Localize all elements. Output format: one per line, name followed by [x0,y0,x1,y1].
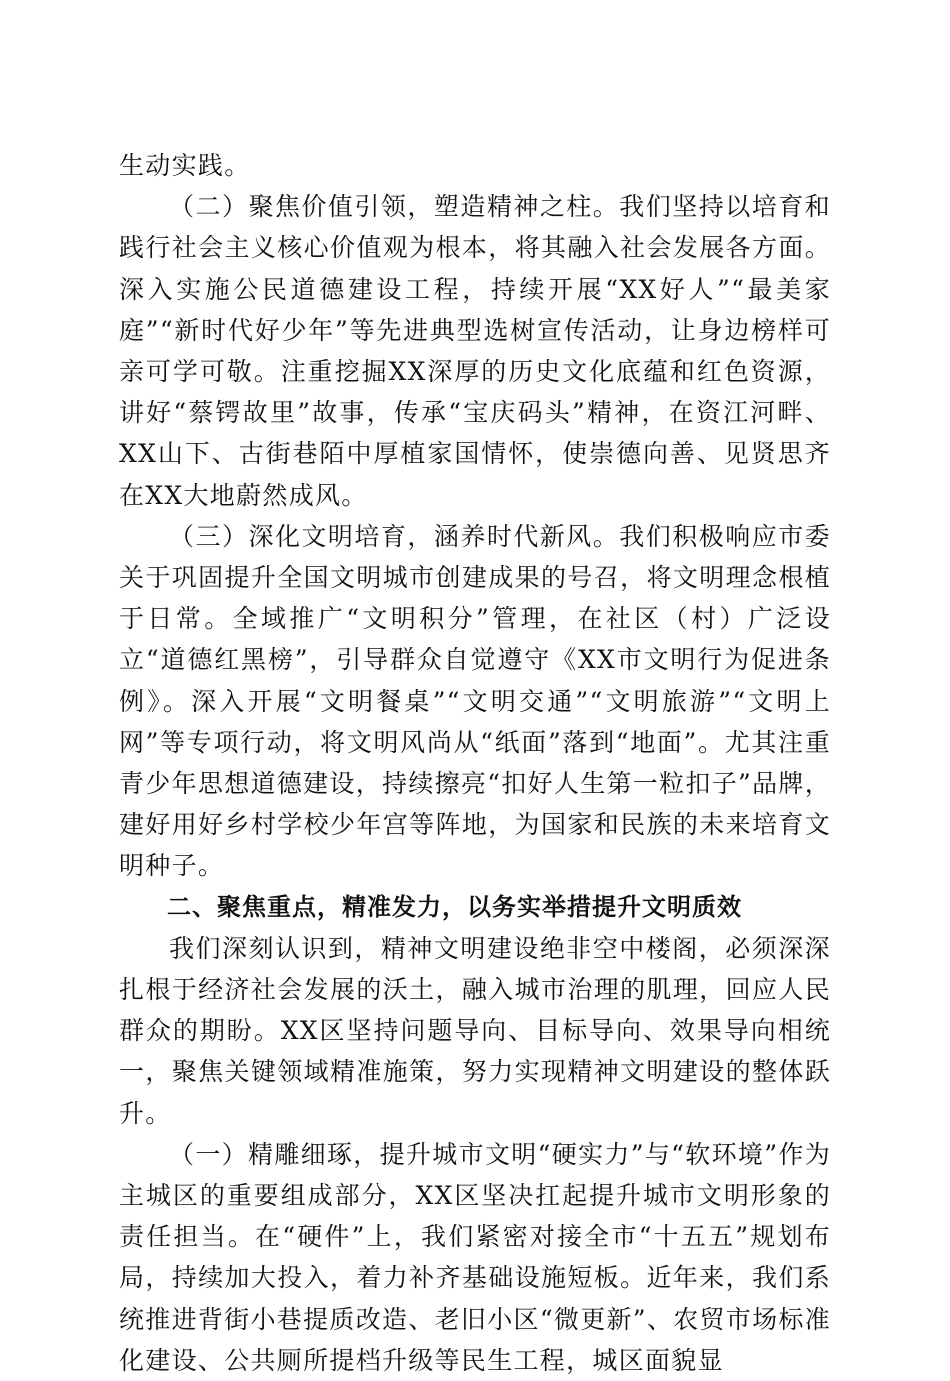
paragraph-value-guidance: （二）聚焦价值引领，塑造精神之柱。我们坚持以培育和践行社会主义核心价值观为根本，将其融入社会发展各方面。深入实施公民道德建设工程，持续开展“XX好人”“最美家庭”“新时代好少年”等先进典型选树宣传活动，让身边榜样可亲可学可敬。注重挖掘XX深厚的历史文化底蕴和红色资源，讲好“蔡锷故里”故事，传承“宝庆码头”精神，在资江河畔、XX山下、古街巷陌中厚植家国情怀，使崇德向善、见贤思齐在XX大地蔚然成风。 [119,192,831,510]
paragraph-civilization-cultivation: （三）深化文明培育，涵养时代新风。我们积极响应市委关于巩固提升全国文明城市创建成果的号召，将文明理念根植于日常。全域推广“文明积分”管理，在社区（村）广泛设立“道德红黑榜”，引导群众自觉遵守《XX市文明行为促进条例》。深入开展“文明餐桌”“文明交通”“文明旅游”“文明上网”等专项行动，将文明风尚从“纸面”落到“地面”。尤其注重青少年思想道德建设，持续擦亮“扣好人生第一粒扣子”品牌，建好用好乡村学校少年宫等阵地，为国家和民族的未来培育文明种子。 [119,521,831,881]
section-heading: 二、聚焦重点，精准发力，以务实举措提升文明质效 [167,892,742,921]
paragraph-continued: 生动实践。 [119,151,251,180]
paragraph-section-intro: 我们深刻认识到，精神文明建设绝非空中楼阁，必须深深扎根于经济社会发展的沃土，融入城市治理的肌理，回应人民群众的期盼。XX区坚持问题导向、目标导向、效果导向相统一，聚焦关键领域精准施策，努力实现精神文明建设的整体跃升。 [119,933,831,1128]
paragraph-city-civilization: （一）精雕细琢，提升城市文明“硬实力”与“软环境”作为主城区的重要组成部分，XX区坚决扛起提升城市文明形象的责任担当。在“硬件”上，我们紧密对接全市“十五五”规划布局，持续加大投入，着力补齐基础设施短板。近年来，我们系统推进背街小巷提质改造、老旧小区“微更新”、农贸市场标准化建设、公共厕所提档升级等民生工程，城区面貌显 [119,1139,831,1375]
document-page [119,145,831,1381]
